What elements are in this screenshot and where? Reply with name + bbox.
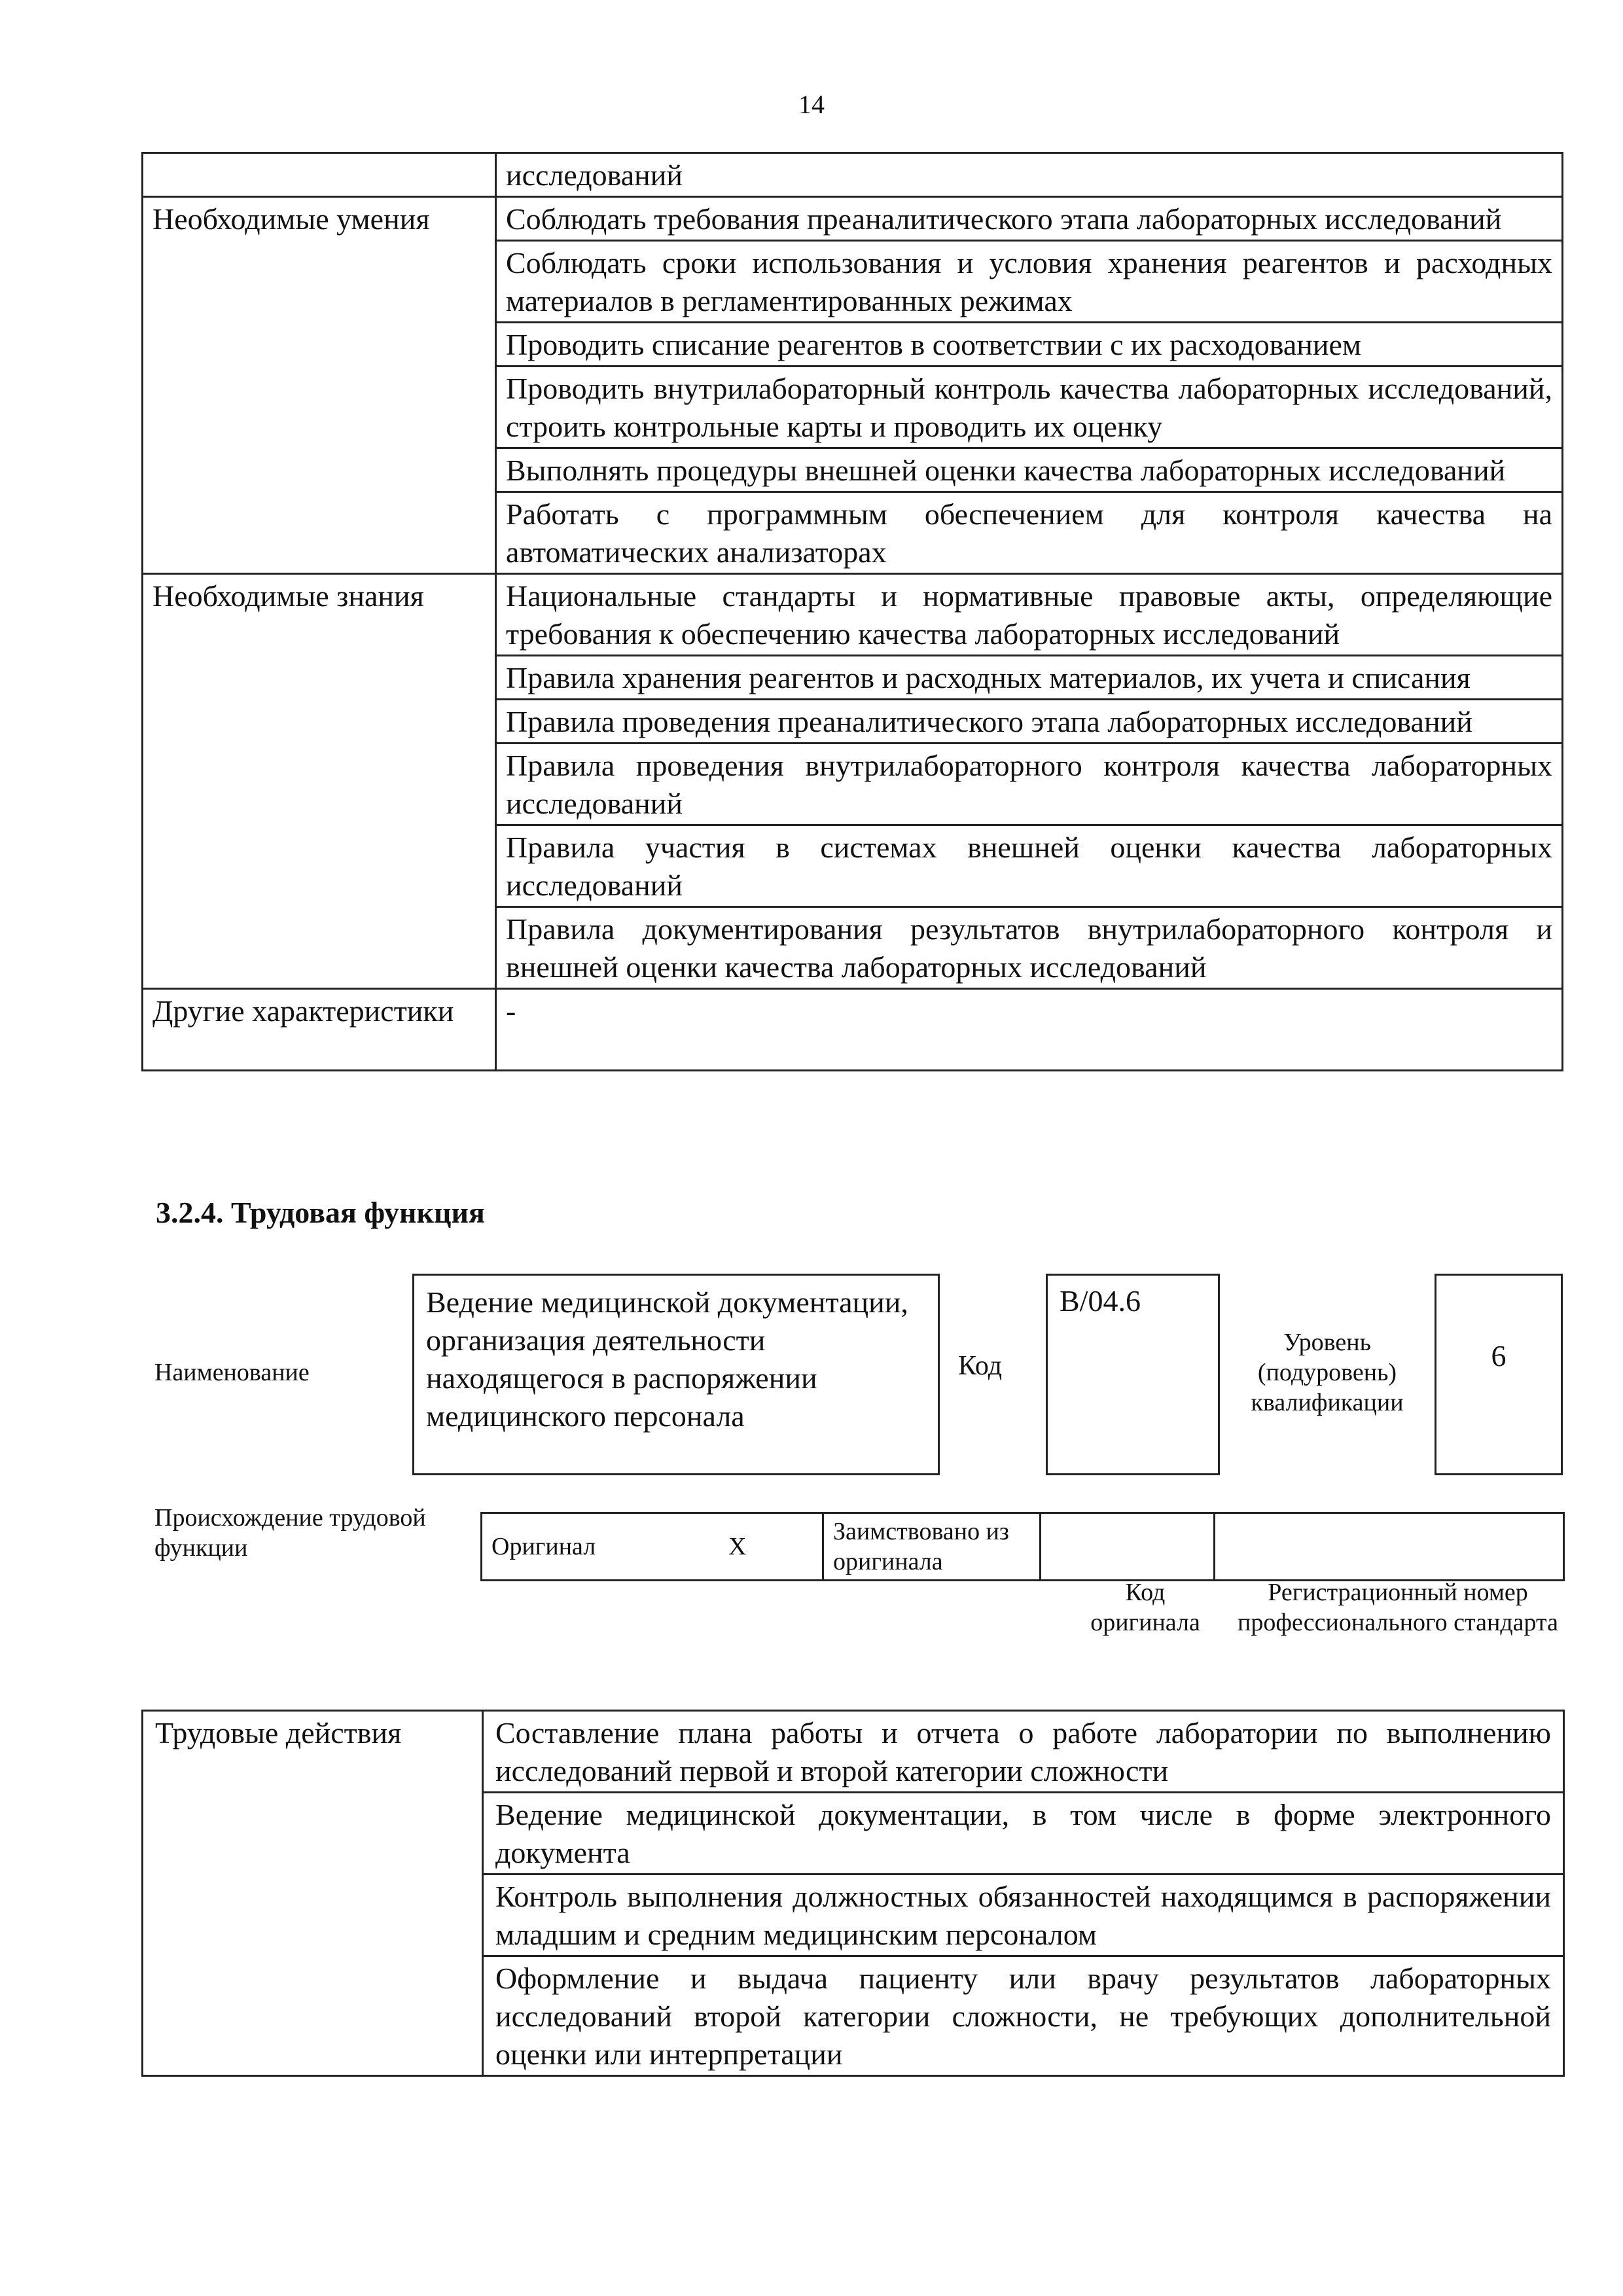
origin-label: Происхождение трудовой функции — [154, 1504, 426, 1562]
origin-table — [480, 1512, 1565, 1581]
skill-item: Соблюдать сроки использования и условия хранения реагентов и расходных материалов в регламентированных режимах — [496, 241, 1563, 323]
knowledge-label: Необходимые знания — [143, 574, 496, 989]
knowledge-item: Правила проведения внутрилабораторного контроля качества лабораторных исследований — [496, 744, 1563, 825]
table-row — [143, 1711, 1564, 1793]
empty-cell — [143, 153, 496, 197]
knowledge-item: Правила хранения реагентов и расходных материалов, их учета и списания — [496, 656, 1563, 700]
level-label: Уровень (подуровень) квалификации — [1251, 1329, 1404, 1416]
original-mark: X — [653, 1513, 823, 1581]
action-item: Ведение медицинской документации, в том числе в форме электронного документа — [483, 1793, 1564, 1874]
borrowed-label: Заимствовано из оригинала — [823, 1513, 1041, 1581]
code-value-box: В/04.6 — [1046, 1274, 1220, 1475]
section-heading: 3.2.4. Трудовая функция — [156, 1196, 485, 1229]
table-row — [482, 1513, 1564, 1581]
other-value: - — [496, 989, 1563, 1071]
table-row — [143, 574, 1563, 656]
code-original-label: Код оригинала — [1090, 1579, 1200, 1636]
skill-item: Проводить списание реагентов в соответствии с их расходованием — [496, 323, 1563, 367]
name-label: Наименование — [154, 1359, 310, 1386]
knowledge-item: Правила проведения преаналитического этапа лабораторных исследований — [496, 700, 1563, 744]
code-original-cell — [1041, 1513, 1215, 1581]
table-row — [143, 989, 1563, 1071]
skills-label: Необходимые умения — [143, 197, 496, 574]
skill-item: Выполнять процедуры внешней оценки качества лабораторных исследований — [496, 448, 1563, 492]
code-label: Код — [958, 1351, 1003, 1381]
knowledge-item: Правила документирования результатов внутрилабораторного контроля и внешней оценки качества лабораторных исследований — [496, 907, 1563, 989]
action-item: Составление плана работы и отчета о работе лаборатории по выполнению исследований первой и второй категории сложности — [483, 1711, 1564, 1793]
page-number: 14 — [798, 90, 825, 119]
reg-number-cell — [1215, 1513, 1564, 1581]
other-label: Другие характеристики — [143, 989, 496, 1071]
actions-label: Трудовые действия — [143, 1711, 483, 2076]
actions-table — [141, 1710, 1565, 2077]
action-item: Оформление и выдача пациенту или врачу результатов лабораторных исследований второй категории сложности, не требующих дополнительной оценки или интерпретации — [483, 1956, 1564, 2076]
continuation-cell: исследований — [496, 153, 1563, 197]
original-label: Оригинал — [482, 1513, 653, 1581]
table-row — [143, 153, 1563, 197]
skill-item: Проводить внутрилабораторный контроль качества лабораторных исследований, строить контрольные карты и проводить их оценку — [496, 367, 1563, 448]
reg-number-label: Регистрационный номер профессионального стандарта — [1238, 1579, 1558, 1636]
function-name-box: Ведение медицинской документации, организация деятельности находящегося в распоряжении медицинского персонала — [412, 1274, 940, 1475]
knowledge-item: Правила участия в системах внешней оценки качества лабораторных исследований — [496, 825, 1563, 907]
skills-knowledge-table — [141, 152, 1563, 1071]
table-row — [143, 197, 1563, 241]
level-value-box: 6 — [1435, 1274, 1563, 1475]
skill-item: Работать с программным обеспечением для контроля качества на автоматических анализаторах — [496, 492, 1563, 574]
skill-item: Соблюдать требования преаналитического этапа лабораторных исследований — [496, 197, 1563, 241]
knowledge-item: Национальные стандарты и нормативные правовые акты, определяющие требования к обеспечению качества лабораторных исследований — [496, 574, 1563, 656]
action-item: Контроль выполнения должностных обязанностей находящимся в распоряжении младшим и средним медицинским персоналом — [483, 1874, 1564, 1956]
